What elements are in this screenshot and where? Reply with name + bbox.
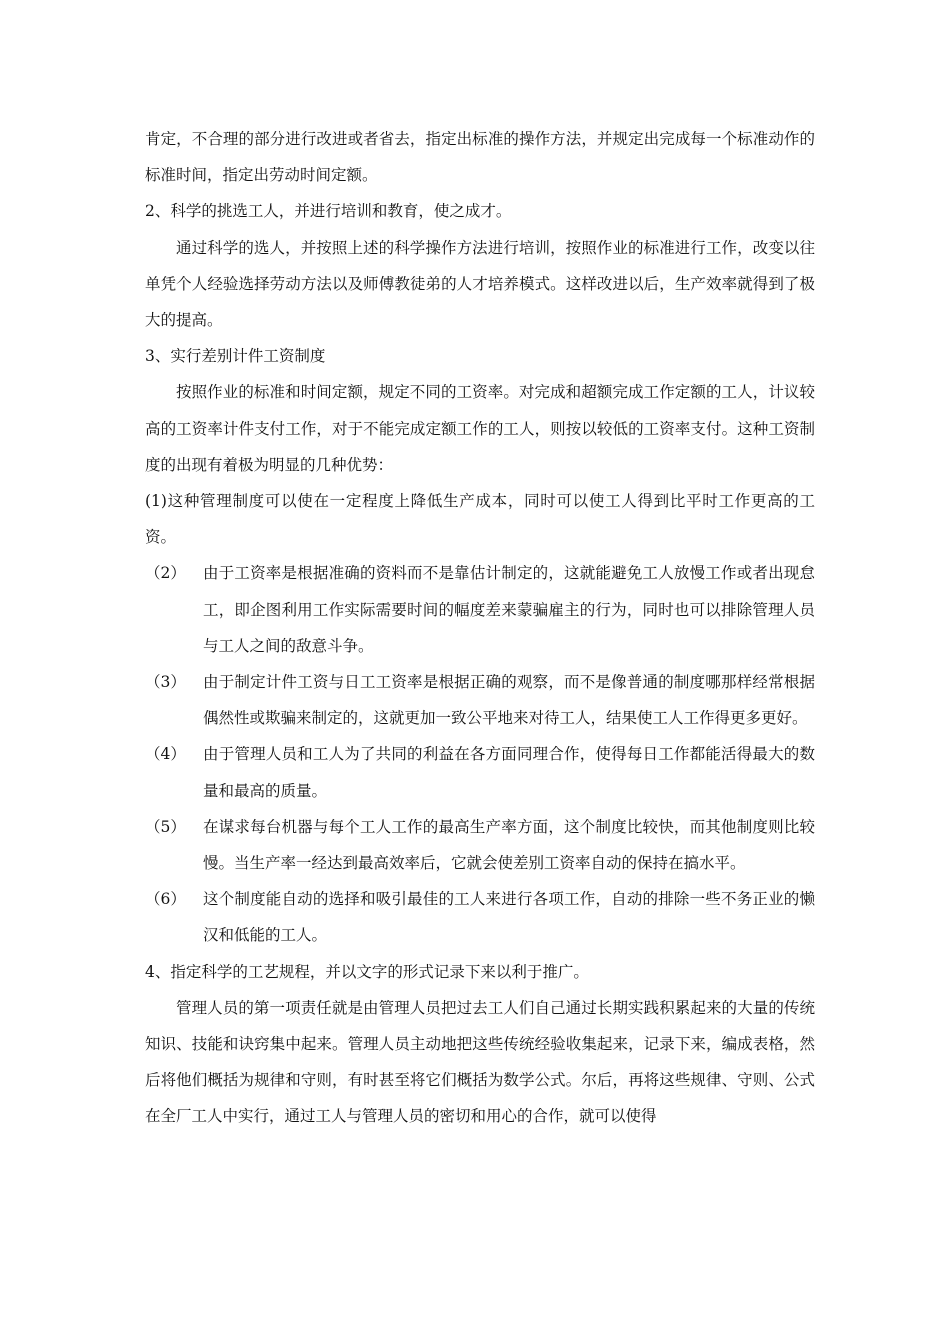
advantage-item	[145, 664, 815, 736]
section-heading: 3、实行差别计件工资制度	[145, 347, 326, 366]
paragraph: 按照作业的标准和时间定额，规定不同的工资率。对完成和超额完成工作定额的工人，计议较高的工资率计件支付工作，对于不能完成定额工作的工人，则按以较低的工资率支付。这种工资制度的出现有着极为明显的几种优势：	[145, 383, 815, 474]
section-heading: 4、指定科学的工艺规程，并以文字的形式记录下来以利于推广。	[145, 962, 589, 981]
item-text: 由于管理人员和工人为了共同的利益在各方面同理合作，使得每日工作都能活得最大的数量和最高的质量。	[203, 745, 815, 800]
advantage-item	[145, 809, 815, 881]
paragraph: 通过科学的选人，并按照上述的科学操作方法进行培训，按照作业的标准进行工作，改变以往单凭个人经验选择劳动方法以及师傅教徒弟的人才培养模式。这样改进以后，生产效率就得到了极大的提高。	[145, 238, 815, 330]
item-number: （2）	[145, 564, 186, 583]
item-text: 由于制定计件工资与日工工资率是根据正确的观察，而不是像普通的制度哪那样经常根据偶然性或欺骗来制定的，这就更加一致公平地来对待工人，结果使工人工作得更多更好。	[203, 673, 815, 728]
item-number: （4）	[145, 745, 186, 764]
advantage-item: (1)这种管理制度可以使在一定程度上降低生产成本，同时可以使工人得到比平时工作更高的工资。	[145, 492, 815, 547]
item-number: （5）	[145, 817, 186, 836]
advantage-item	[145, 555, 815, 664]
advantage-item	[145, 881, 815, 953]
paragraph: 管理人员的第一项责任就是由管理人员把过去工人们自己通过长期实践积累起来的大量的传统知识、技能和诀窍集中起来。管理人员主动地把这些传统经验收集起来，记录下来，编成表格，然后将他们概括为规律和守则，有时甚至将它们概括为数学公式。尔后，再将这些规律、守则、公式在全厂工人中实行，通过工人与管理人员的密切和用心的合作，就可以使得	[145, 998, 815, 1126]
document-page	[145, 121, 815, 1135]
item-number: （3）	[145, 673, 186, 692]
section-heading: 2、科学的挑选工人，并进行培训和教育，使之成才。	[145, 202, 512, 221]
item-number: （6）	[145, 890, 186, 909]
advantage-item	[145, 736, 815, 808]
item-text: 由于工资率是根据准确的资料而不是靠估计制定的，这就能避免工人放慢工作或者出现怠工，即企图利用工作实际需要时间的幅度差来蒙骗雇主的行为，同时也可以排除管理人员与工人之间的敌意斗争。	[203, 564, 815, 655]
item-text: 这个制度能自动的选择和吸引最佳的工人来进行各项工作，自动的排除一些不务正业的懒汉和低能的工人。	[203, 890, 815, 945]
paragraph: 肯定，不合理的部分进行改进或者省去，指定出标准的操作方法，并规定出完成每一个标准动作的标准时间，指定出劳动时间定额。	[145, 130, 815, 185]
item-text: 在谋求每台机器与每个工人工作的最高生产率方面，这个制度比较快，而其他制度则比较慢。当生产率一经达到最高效率后，它就会使差别工资率自动的保持在搞水平。	[203, 817, 815, 873]
